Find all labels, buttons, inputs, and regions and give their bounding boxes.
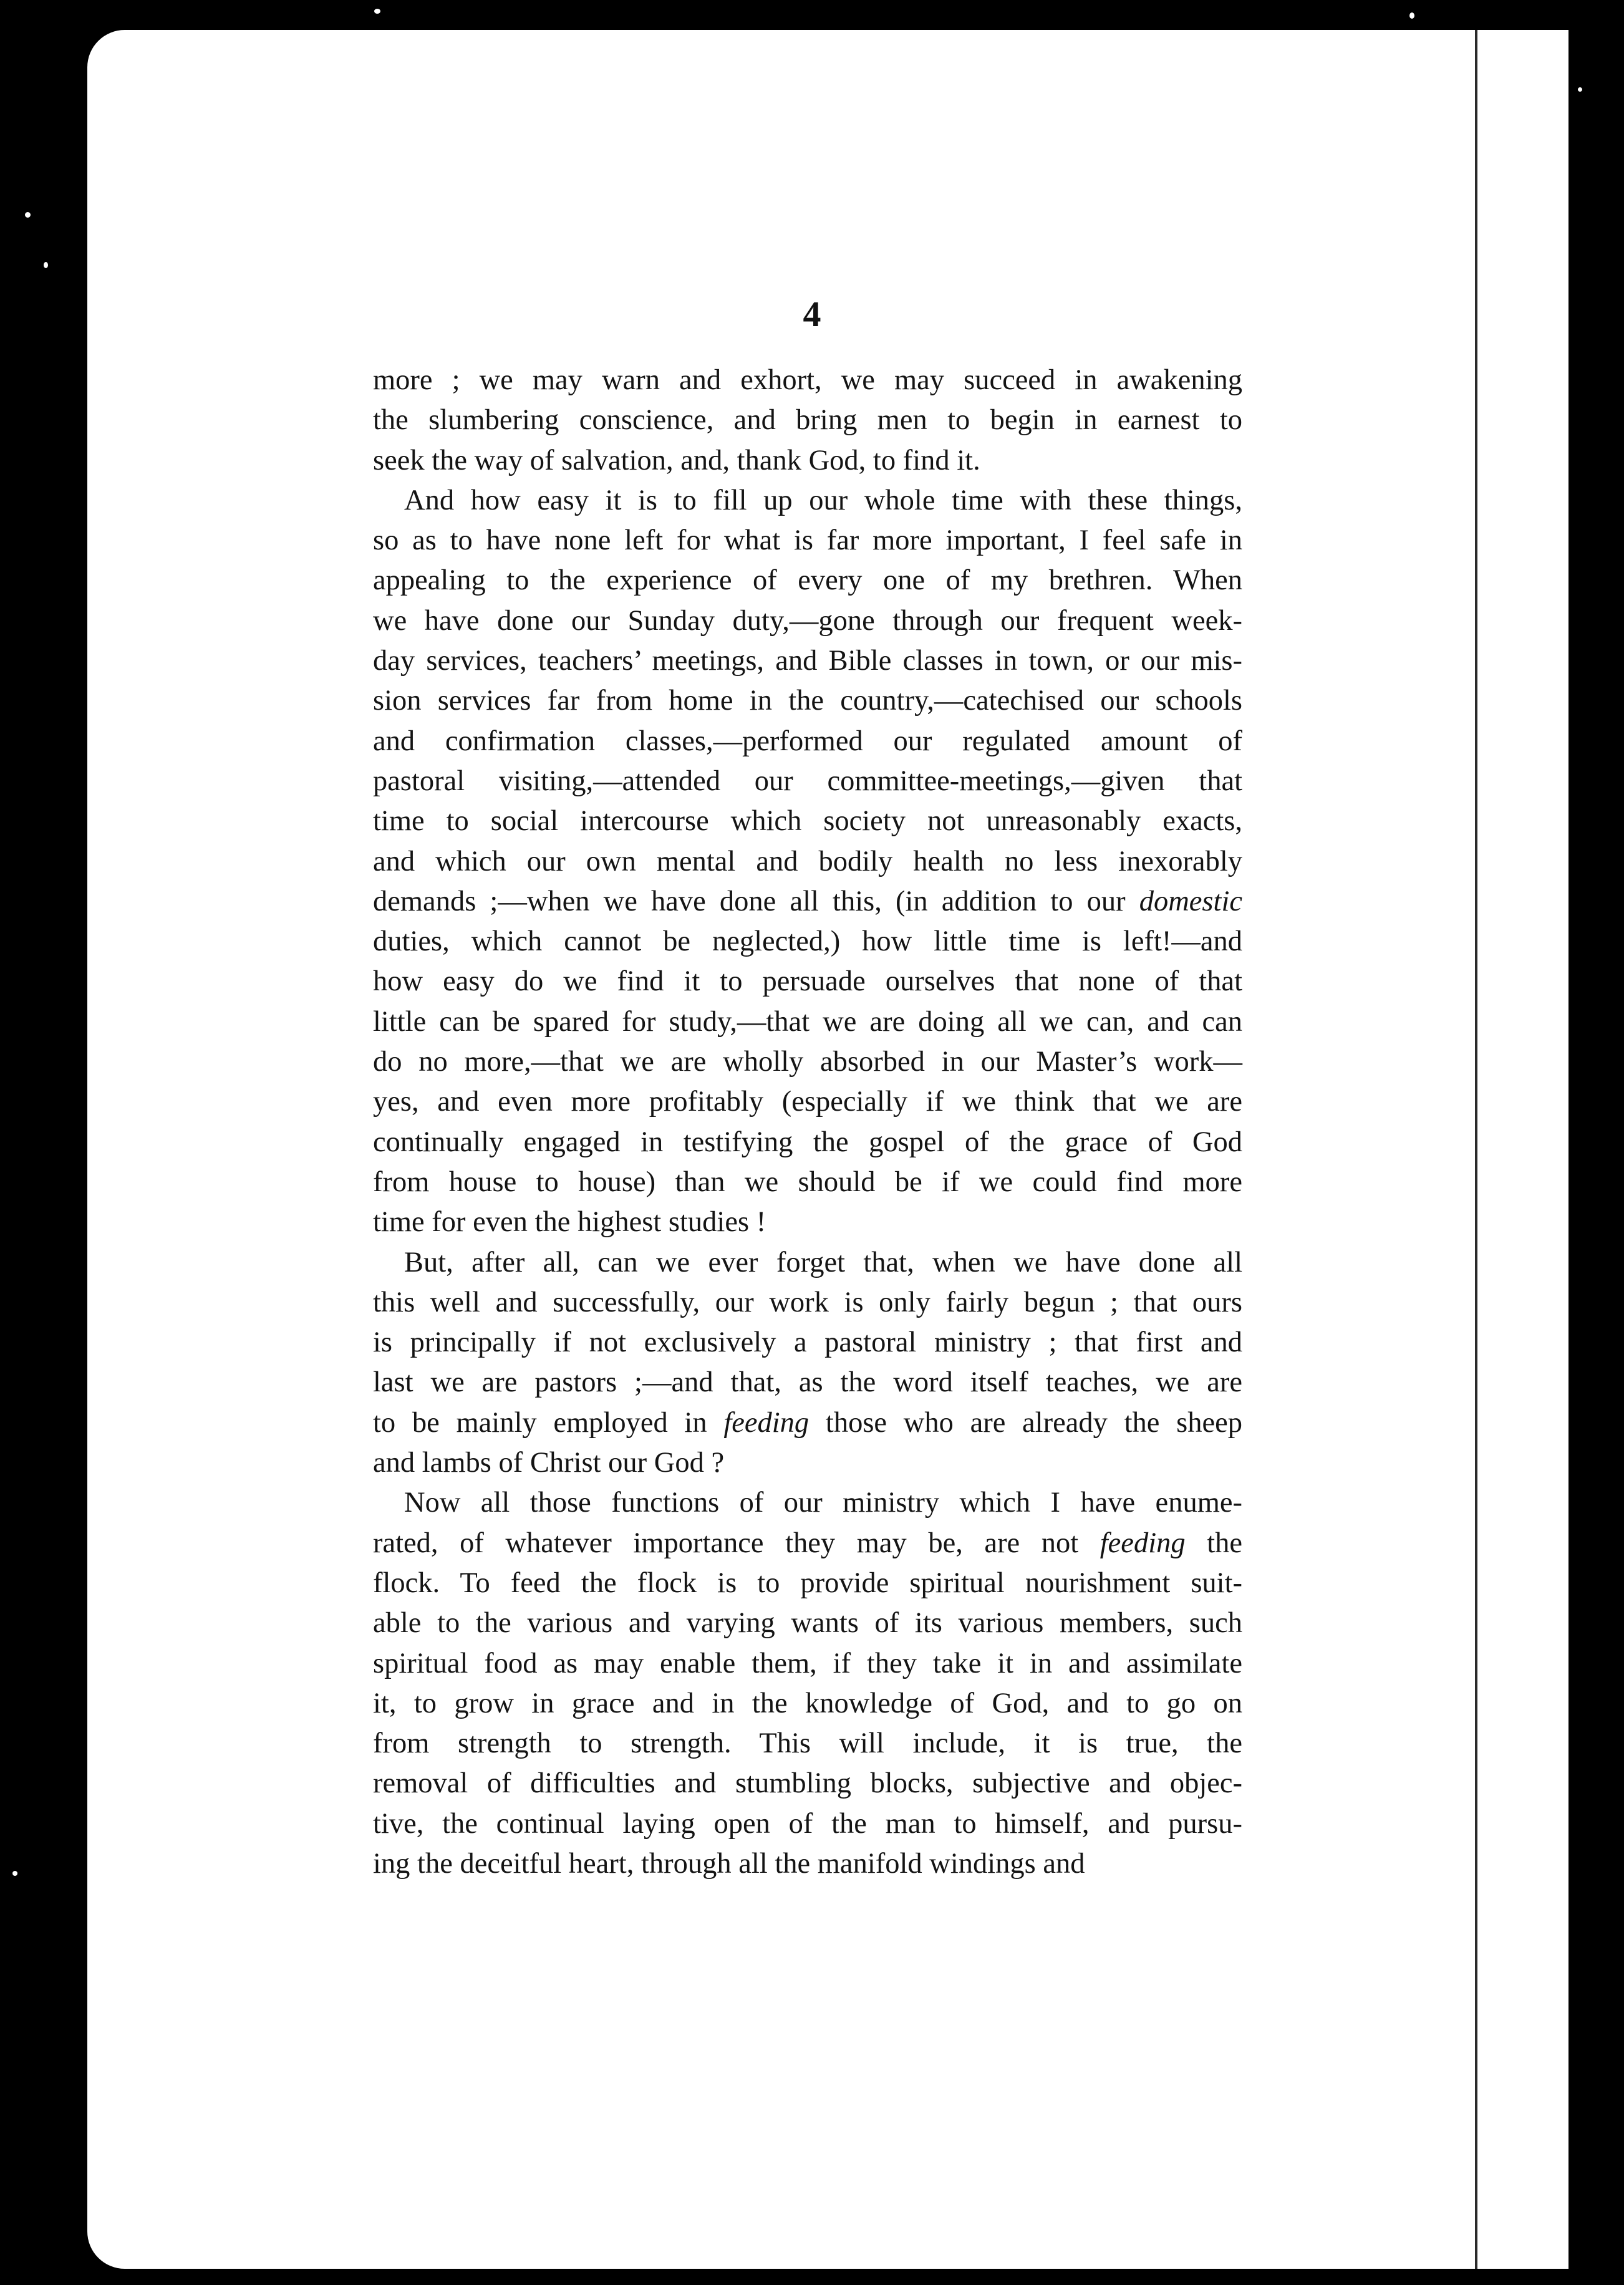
text-line: little can be spared for study,—that we are doing all we can, and can xyxy=(373,1005,1242,1038)
text-line: Now all those functions of our ministry which I have enume- xyxy=(404,1487,1242,1519)
text-line: do no more,—that we are wholly absorbed in our Master’s work— xyxy=(373,1046,1242,1078)
text-line: seek the way of salvation, and, thank God, to find it. xyxy=(373,444,980,476)
italic-word: feeding xyxy=(1100,1527,1186,1559)
paragraph xyxy=(373,360,1242,481)
italic-word: feeding xyxy=(723,1406,810,1439)
text-line: rated, of whatever importance they may be, are not feeding the xyxy=(373,1527,1242,1559)
scan-speck xyxy=(25,212,31,218)
text-line: and which our own mental and bodily health no less inexorably xyxy=(373,845,1242,877)
page-edge xyxy=(1475,30,1568,2269)
scan-speck xyxy=(1578,87,1582,92)
text-line: time for even the highest studies ! xyxy=(373,1206,766,1239)
text-line: so as to have none left for what is far more important, I feel safe in xyxy=(373,524,1242,557)
text-line: able to the various and varying wants of its various members, such xyxy=(373,1607,1242,1640)
text-line: it, to grow in grace and in the knowledge of God, and to go on xyxy=(373,1687,1242,1719)
text-line: And how easy it is to fill up our whole time with these things, xyxy=(404,484,1242,516)
text-line: to be mainly employed in feeding those who are already the sheep xyxy=(373,1406,1242,1439)
text-line: the slumbering conscience, and bring men to begin in earnest to xyxy=(373,404,1242,437)
paragraph xyxy=(373,481,1242,1243)
text-line: appealing to the experience of every one of my brethren. When xyxy=(373,564,1242,597)
text-line: duties, which cannot be neglected,) how little time is left!—and xyxy=(373,925,1242,958)
text-line: But, after all, can we ever forget that, when we have done all xyxy=(404,1246,1242,1278)
text-line: from strength to strength. This will include, it is true, the xyxy=(373,1727,1242,1760)
text-line: removal of difficulties and stumbling blocks, subjective and objec- xyxy=(373,1767,1242,1800)
scan-speck xyxy=(374,9,380,14)
text-line: spiritual food as may enable them, if they take it in and assimilate xyxy=(373,1647,1242,1679)
text-line: demands ;—when we have done all this, (in addition to our domestic xyxy=(373,885,1242,917)
text-line: ing the deceitful heart, through all the manifold windings and xyxy=(373,1847,1085,1880)
text-line: pastoral visiting,—attended our committee-meetings,—given that xyxy=(373,765,1242,797)
paragraph xyxy=(373,1483,1242,1884)
page-number: 4 xyxy=(803,294,821,334)
paragraph xyxy=(373,1243,1242,1484)
scan-speck xyxy=(44,262,48,268)
text-line: tive, the continual laying open of the man to himself, and pursu- xyxy=(373,1807,1242,1840)
text-line: yes, and even more profitably (especially if we think that we are xyxy=(373,1086,1242,1118)
scan-speck xyxy=(1409,12,1414,19)
text-line: is principally if not exclusively a pastoral ministry ; that first and xyxy=(373,1326,1242,1359)
text-line: from house to house) than we should be if we could find more xyxy=(373,1166,1242,1198)
text-line: this well and successfully, our work is only fairly begun ; that ours xyxy=(373,1286,1242,1318)
scan-speck xyxy=(12,1871,17,1876)
text-line: last we are pastors ;—and that, as the word itself teaches, we are xyxy=(373,1366,1242,1399)
text-line: how easy do we find it to persuade ourselves that none of that xyxy=(373,965,1242,998)
text-line: time to social intercourse which society not unreasonably exacts, xyxy=(373,805,1242,838)
italic-word: domestic xyxy=(1139,885,1242,917)
text-line: and confirmation classes,—performed our regulated amount of xyxy=(373,725,1242,757)
text-line: more ; we may warn and exhort, we may succeed in awakening xyxy=(373,364,1242,396)
text-line: day services, teachers’ meetings, and Bible classes in town, or our mis- xyxy=(373,645,1242,677)
body-text xyxy=(373,360,1242,1884)
text-line: and lambs of Christ our God ? xyxy=(373,1447,725,1479)
text-line: sion services far from home in the country,—catechised our schools xyxy=(373,685,1242,717)
text-line: continually engaged in testifying the gospel of the grace of God xyxy=(373,1126,1242,1158)
text-line: flock. To feed the flock is to provide spiritual nourishment suit- xyxy=(373,1567,1242,1599)
text-line: we have done our Sunday duty,—gone through our frequent week- xyxy=(373,604,1242,637)
